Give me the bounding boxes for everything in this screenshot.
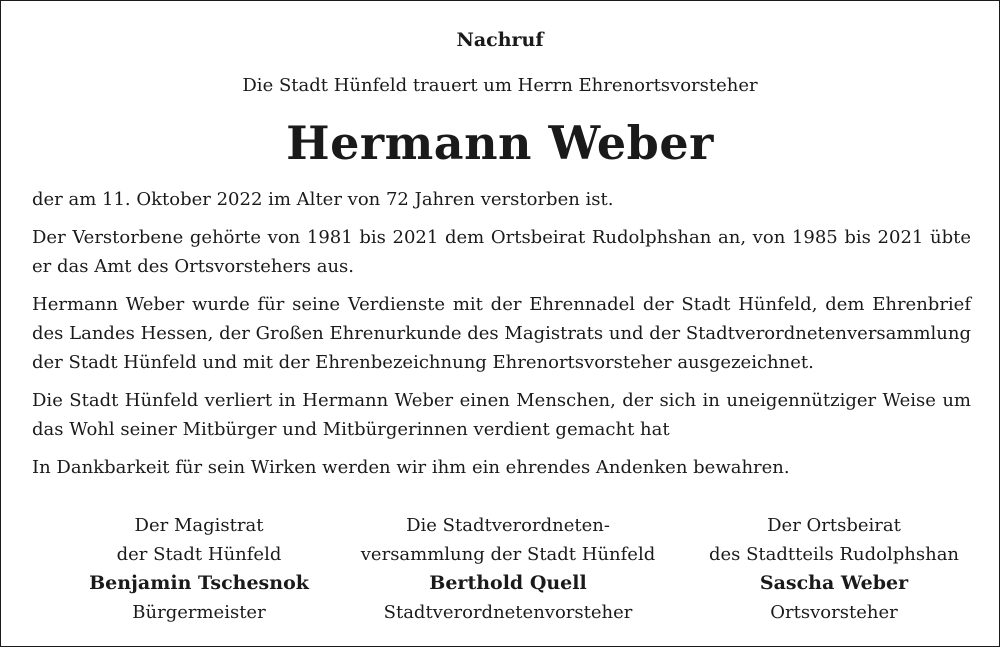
signatory-role: Stadtverordnetenvorsteher — [383, 602, 633, 623]
signature-block — [1, 511, 999, 636]
signatory-role: Bürgermeister — [132, 602, 266, 623]
signatory-role: Ortsvorsteher — [770, 602, 898, 623]
paragraph-service: Der Verstorbene gehörte von 1981 bis 2021 dem Ortsbeirat Rudolphshan an, von 1985 bis 2021 übte er das Amt des Ortsvorstehers aus. — [32, 227, 971, 277]
signature-institution: Die Stadtverordneten- — [406, 515, 610, 536]
notice-heading: Nachruf — [456, 29, 544, 51]
signatory-name: Berthold Quell — [429, 572, 587, 594]
signature-institution-detail: der Stadt Hünfeld — [116, 544, 282, 565]
signatory-name: Benjamin Tschesnok — [89, 572, 309, 594]
paragraph-death-date: der am 11. Oktober 2022 im Alter von 72 Jahren verstorben ist. — [32, 189, 614, 210]
signature-stadtverordnetenversammlung — [338, 511, 678, 627]
notice-body — [32, 185, 971, 491]
paragraph-tribute: Die Stadt Hünfeld verliert in Hermann Weber einen Menschen, der sich in uneigennütziger Weise um das Wohl seiner Mitbürger und Mitbürgerinnen verdient gemacht hat — [32, 390, 971, 440]
signature-institution-detail: des Stadtteils Rudolphshan — [708, 544, 960, 565]
signature-magistrat — [59, 511, 339, 627]
paragraph-honors: Hermann Weber wurde für seine Verdienste mit der Ehrennadel der Stadt Hünfeld, dem Ehrenbrief des Landes Hessen, der Großen Ehrenurkunde des Magistrats und der Stadtverordnetenversammlung der Stadt Hünfeld und mit der Ehrenbezeichnung Ehrenortsvorsteher ausgezeichnet. — [32, 294, 971, 373]
signatory-name: Sascha Weber — [759, 572, 909, 594]
signature-ortsbeirat — [679, 511, 989, 627]
signature-institution-detail: versammlung der Stadt Hünfeld — [360, 544, 656, 565]
paragraph-gratitude: In Dankbarkeit für sein Wirken werden wir ihm ein ehrendes Andenken bewahren. — [32, 457, 790, 478]
signature-institution: Der Magistrat — [134, 515, 264, 536]
deceased-name: Hermann Weber — [286, 116, 714, 170]
intro-line: Die Stadt Hünfeld trauert um Herrn Ehrenortsvorsteher — [242, 75, 758, 96]
signature-institution: Der Ortsbeirat — [767, 515, 901, 536]
